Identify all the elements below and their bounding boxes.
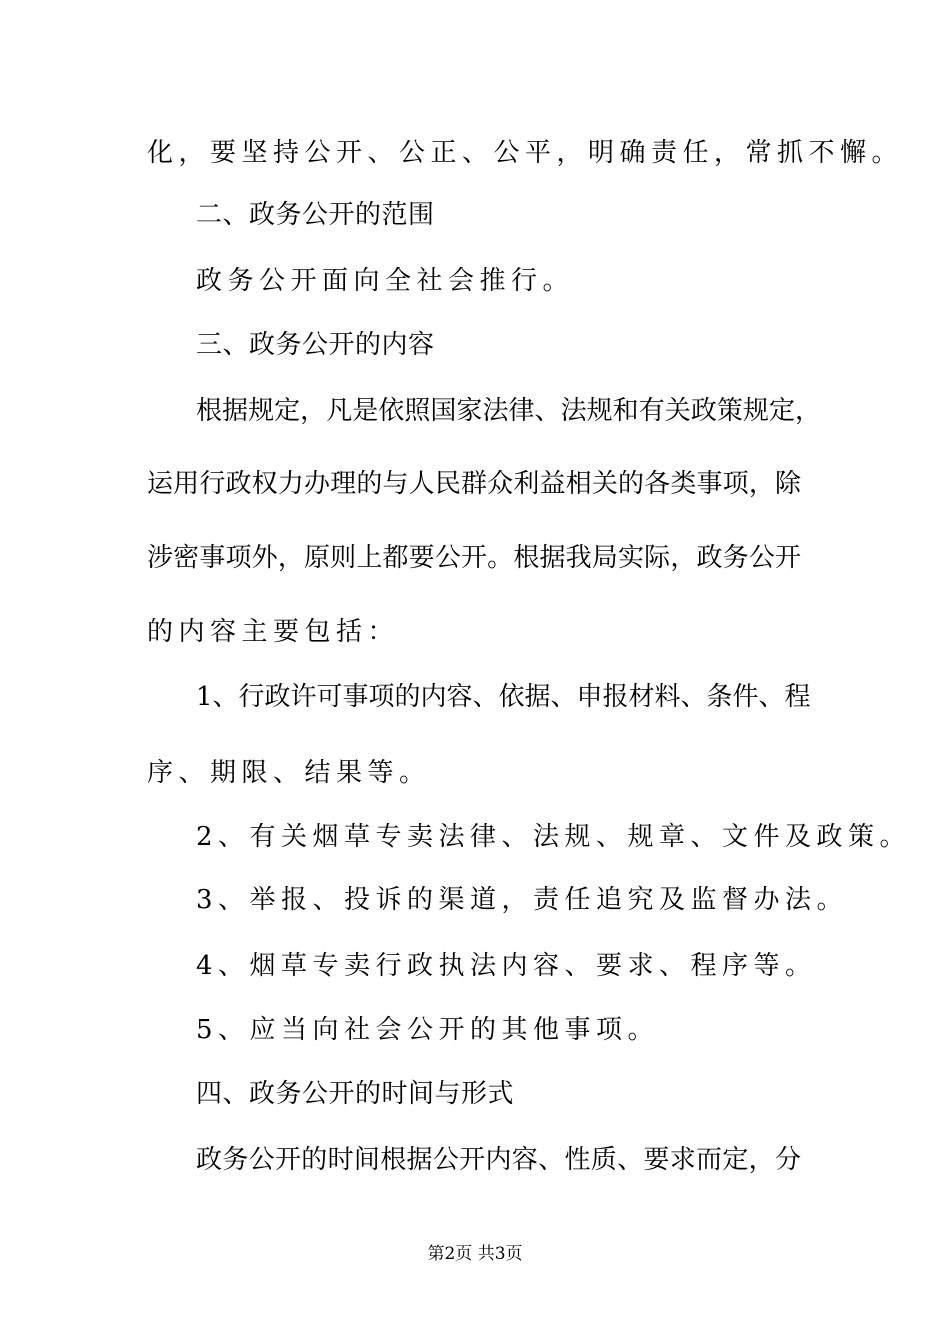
body-line: 根据规定，凡是依照国家法律、法规和有关政策规定，	[196, 396, 821, 426]
list-item: 1、行政许可事项的内容、依据、申报材料、条件、程	[196, 682, 811, 712]
list-item: 2、有关烟草专卖法律、法规、规章、文件及政策。	[196, 822, 912, 852]
body-line: 政务公开面向全社会推行。	[196, 266, 575, 296]
list-item: 4、烟草专卖行政执法内容、要求、程序等。	[196, 951, 817, 981]
page-footer: 第2页 共3页	[427, 1244, 523, 1264]
list-item: 3、举报、投诉的渠道，责任追究及监督办法。	[196, 885, 849, 915]
section-heading: 三、政务公开的内容	[196, 330, 435, 360]
section-heading: 二、政务公开的范围	[196, 200, 435, 230]
body-line: 的内容主要包括：	[147, 617, 400, 647]
body-line: 政务公开的时间根据公开内容、性质、要求而定，分	[196, 1145, 801, 1175]
section-heading: 四、政务公开的时间与形式	[196, 1079, 515, 1109]
list-item-continuation: 序、期限、结果等。	[147, 758, 431, 788]
list-item: 5、应当向社会公开的其他事项。	[196, 1015, 660, 1045]
body-line: 涉密事项外，原则上都要公开。根据我局实际，政务公开	[147, 543, 801, 573]
body-line: 运用行政权力办理的与人民群众利益相关的各类事项，除	[147, 469, 801, 499]
body-line: 化，要坚持公开、公正、公平，明确责任，常抓不懈。	[147, 138, 904, 168]
